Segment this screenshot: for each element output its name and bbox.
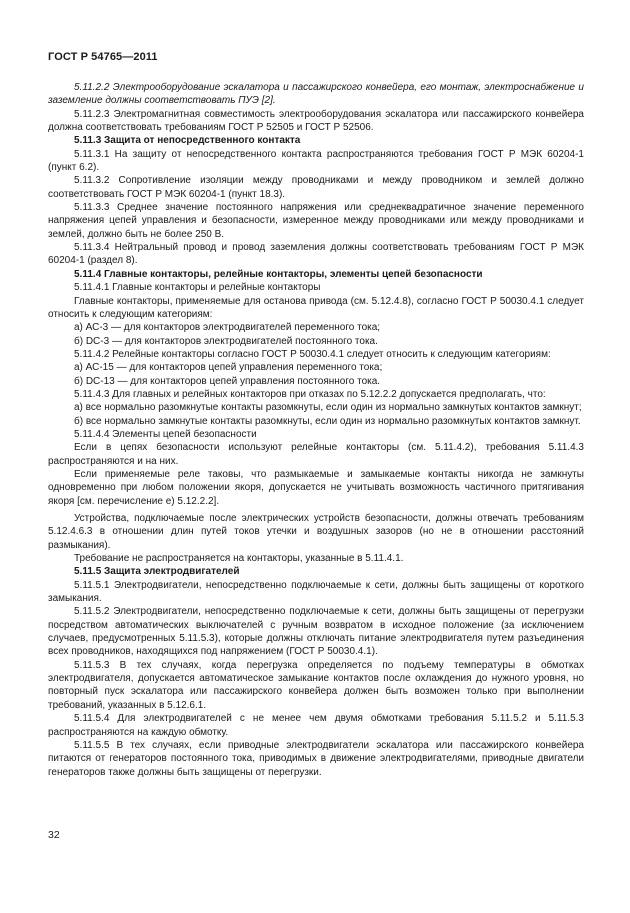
paragraph: 5.11.2.2 Электрооборудование эскалатора и пассажирского конвейера, его монтаж, электроснабжение и заземление должны соответствовать ПУЭ [2]. (48, 82, 584, 107)
section-heading: 5.11.5 Защита электродвигателей (74, 566, 240, 578)
paragraph: 5.11.3.3 Среднее значение постоянного напряжения или среднеквадратичное значение переменного напряжения цепей управления и безопасности, измеренное между проводниками или между проводниками и землей, должно быть не более 250 В. (48, 202, 584, 240)
paragraph: 5.11.4.1 Главные контакторы и релейные контакторы (74, 282, 321, 294)
paragraph: 5.11.2.3 Электромагнитная совместимость электрооборудования эскалатора или пассажирского конвейера должна соответствовать требованиям ГОСТ Р 52505 и ГОСТ Р 52506. (48, 108, 584, 134)
paragraph: Главные контакторы, применяемые для останова привода (см. 5.12.4.8), согласно ГОСТ Р 50030.4.1 следует относить к следующим категориям: (48, 295, 584, 320)
paragraph: Устройства, подключаемые после электрических устройств безопасности, должны отвечать требованиям 5.12.4.6.3 в отношении длин путей токов утечки и воздушных зазоров (но не в отношении расстояний размыкания). (48, 513, 584, 551)
document-header: ГОСТ Р 54765—2011 (48, 51, 158, 63)
paragraph: 5.11.3.4 Нейтральный провод и провод заземления должны соответствовать требованиям ГОСТ Р МЭК 60204-1 (раздел 8). (48, 242, 584, 267)
paragraph: а) АС-3 — для контакторов электродвигателей переменного тока; (74, 322, 381, 334)
paragraph: 5.11.3.2 Сопротивление изоляции между проводниками и между проводником и землей должно соответствовать ГОСТ Р МЭК 60204-1 (пункт 18.3). (48, 175, 584, 200)
paragraph: 5.11.4.4 Элементы цепей безопасности (74, 428, 257, 440)
section-heading: 5.11.3 Защита от непосредственного контакта (74, 135, 301, 147)
paragraph: Требование не распространяется на контакторы, указанные в 5.11.4.1. (74, 553, 404, 565)
document-body (48, 81, 584, 779)
section-heading: 5.11.4 Главные контакторы, релейные контакторы, элементы цепей безопасности (74, 268, 483, 280)
paragraph: 5.11.3.1 На защиту от непосредственного контакта распространяются требования ГОСТ Р МЭК 60204-1 (пункт 6.2). (48, 148, 584, 174)
paragraph: 5.11.5.4 Для электродвигателей с не менее чем двумя обмотками требования 5.11.5.2 и 5.11.5.3 распространяются на каждую обмотку. (48, 713, 584, 738)
paragraph: б) DC-13 — для контакторов цепей управления постоянного тока. (74, 375, 381, 387)
paragraph: 5.11.4.3 Для главных и релейных контакторов при отказах по 5.12.2.2 допускается предполагать, что: (74, 388, 546, 400)
paragraph: 5.11.4.2 Релейные контакторы согласно ГОСТ Р 50030.4.1 следует относить к следующим категориям: (74, 348, 551, 360)
paragraph: а) все нормально разомкнутые контакты разомкнуты, если один из нормально замкнутых контактов замкнут; (74, 402, 582, 414)
paragraph: 5.11.5.3 В тех случаях, когда перегрузка определяется по подъему температуры в обмотках электродвигателя, допускается автоматическое замыкание контактов после охлаждения до нужного уровня, но повторный пуск эскалатора или пассажирского конвейера должен быть возможен только при выполнении требований, указанных в 5.12.6.1. (48, 659, 584, 711)
paragraph: б) DC-3 — для контакторов электродвигателей постоянного тока. (74, 335, 378, 347)
paragraph: Если применяемые реле таковы, что размыкаемые и замыкаемые контакты никогда не замкнуты одновременно при любом положении якоря, допускается не учитывать возможность частичного притягивания якоря [см. перечисление е) 5.12.2.2]. (48, 468, 584, 507)
paragraph: 5.11.5.5 В тех случаях, если приводные электродвигатели эскалатора или пассажирского конвейера питаются от генераторов постоянного тока, приводимых в движение электродвигателями, приводные двигатели генераторов также должны быть защищены от перегрузки. (48, 739, 584, 778)
page-number: 32 (48, 829, 60, 841)
paragraph: б) все нормально замкнутые контакты разомкнуты, если один из нормально разомкнутых контактов замкнут. (74, 415, 581, 427)
paragraph: Если в цепях безопасности используют релейные контакторы (см. 5.11.4.2), требования 5.11.4.3 распространяются и на них. (48, 442, 584, 467)
paragraph: а) АС-15 — для контакторов цепей управления переменного тока; (74, 362, 383, 374)
paragraph: 5.11.5.2 Электродвигатели, непосредственно подключаемые к сети, должны быть защищены от перегрузки посредством автоматических выключателей с ручным возвратом в исходное положение (за исключением случаев, предусмотренных 5.11.5.3), которые должны отключать питание электродвигателя путем разъединения всех проводников, находящихся под напряжением (ГОСТ Р 50030.4.1). (48, 606, 584, 658)
paragraph: 5.11.5.1 Электродвигатели, непосредственно подключаемые к сети, должны быть защищены от короткого замыкания. (48, 579, 584, 605)
